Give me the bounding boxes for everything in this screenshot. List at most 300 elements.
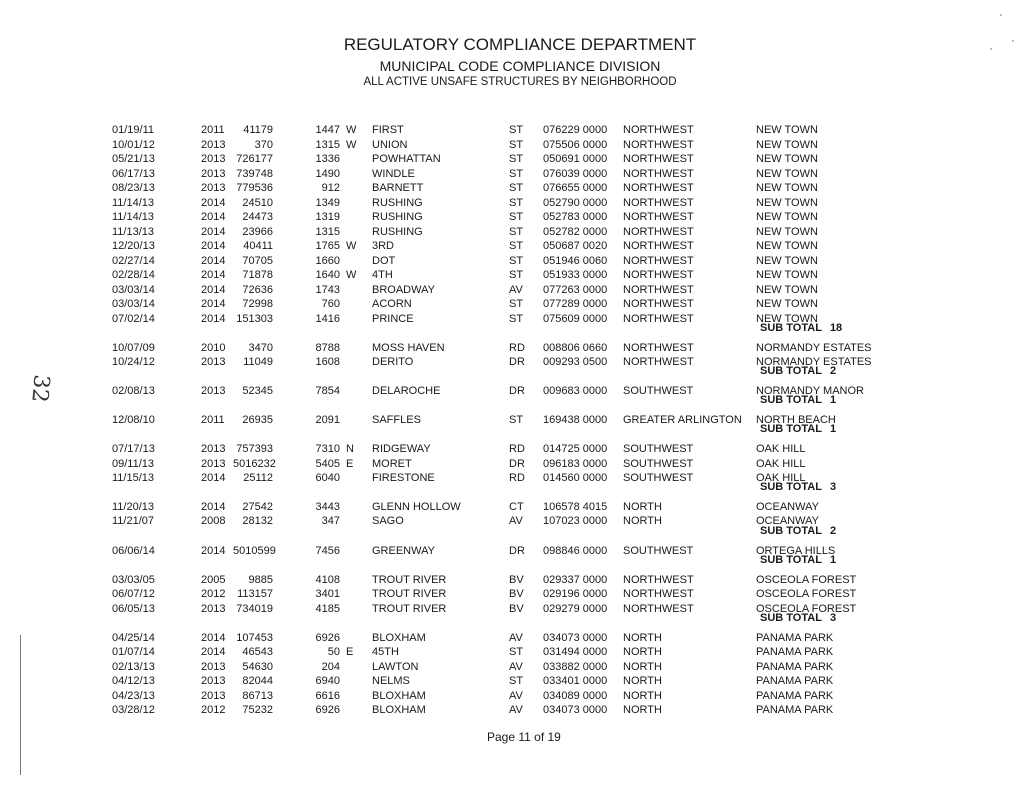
- re-number: 076039 0000: [543, 168, 608, 180]
- subtotal-value: 18: [829, 322, 843, 334]
- re-number: 050691 0000: [543, 153, 608, 165]
- street-name: 45TH: [372, 646, 399, 658]
- re-number: 096183 0000: [543, 458, 608, 470]
- neighborhood: PANAMA PARK: [756, 704, 834, 716]
- case-date: 02/13/13: [112, 661, 155, 673]
- case-date: 11/20/13: [112, 501, 155, 513]
- street-direction: W: [346, 124, 357, 136]
- re-number: 034089 0000: [543, 690, 608, 702]
- neighborhood: NORMANDY ESTATES: [756, 342, 872, 354]
- case-date: 04/25/14: [112, 632, 155, 644]
- table-row: [0, 674, 1024, 688]
- planning-area: NORTHWEST: [623, 124, 694, 136]
- street-suffix: ST: [509, 211, 524, 223]
- street-name: FIRST: [372, 124, 404, 136]
- subtotal-label: SUB TOTAL: [760, 525, 822, 537]
- case-date: 10/24/12: [112, 356, 155, 368]
- neighborhood: NEW TOWN: [756, 153, 818, 165]
- case-year: 2014: [201, 632, 226, 644]
- re-number: 106578 4015: [543, 501, 608, 513]
- street-name: RUSHING: [372, 226, 423, 238]
- case-number: 23966: [242, 226, 273, 238]
- re-number: 052790 0000: [543, 197, 608, 209]
- case-year: 2012: [201, 704, 226, 716]
- case-number: 54630: [242, 661, 273, 673]
- street-number: 1765: [315, 240, 340, 252]
- subtotal-line: [760, 321, 842, 335]
- case-date: 07/17/13: [112, 443, 155, 455]
- subtotal-value: 2: [829, 365, 837, 377]
- street-number: 3443: [315, 501, 340, 513]
- re-number: 034073 0000: [543, 704, 608, 716]
- street-suffix: AV: [509, 515, 523, 527]
- case-number: 9885: [248, 574, 273, 586]
- table-row: [0, 645, 1024, 659]
- case-year: 2013: [201, 690, 226, 702]
- case-year: 2014: [201, 284, 226, 296]
- re-number: 051933 0000: [543, 269, 608, 281]
- case-date: 02/27/14: [112, 255, 155, 267]
- planning-area: NORTHWEST: [623, 226, 694, 238]
- table-row: [0, 442, 1024, 456]
- street-number: 8788: [315, 342, 340, 354]
- subtotal-value: 3: [829, 481, 837, 493]
- street-suffix: ST: [509, 153, 524, 165]
- case-year: 2010: [201, 342, 226, 354]
- neighborhood: NEW TOWN: [756, 284, 818, 296]
- street-suffix: ST: [509, 269, 524, 281]
- table-row: [0, 312, 1024, 326]
- table-row: [0, 268, 1024, 282]
- case-number: 370: [254, 139, 273, 151]
- street-suffix: BV: [509, 574, 524, 586]
- case-year: 2013: [201, 168, 226, 180]
- case-number: 151303: [236, 313, 273, 325]
- subtotal-line: [760, 611, 836, 625]
- re-number: 034073 0000: [543, 632, 608, 644]
- case-number: 41179: [243, 124, 273, 136]
- case-year: 2012: [201, 588, 226, 600]
- case-year: 2013: [201, 661, 226, 673]
- street-name: BARNETT: [372, 182, 424, 194]
- street-direction: E: [346, 646, 354, 658]
- case-number: 72636: [242, 284, 273, 296]
- re-number: 075609 0000: [543, 313, 608, 325]
- case-number: 72998: [242, 298, 273, 310]
- case-year: 2008: [201, 515, 226, 527]
- neighborhood: OAK HILL: [756, 472, 806, 484]
- table-row: [0, 181, 1024, 195]
- case-year: 2011: [201, 124, 225, 136]
- table-row: [0, 384, 1024, 398]
- case-date: 01/07/14: [112, 646, 155, 658]
- street-name: DELAROCHE: [372, 385, 441, 397]
- street-number: 1319: [315, 211, 340, 223]
- subtotal-label: SUB TOTAL: [760, 394, 822, 406]
- case-year: 2014: [201, 269, 226, 281]
- neighborhood: NEW TOWN: [756, 124, 818, 136]
- neighborhood: NEW TOWN: [756, 211, 818, 223]
- case-date: 09/11/13: [112, 458, 155, 470]
- street-name: RUSHING: [372, 211, 423, 223]
- case-date: 07/02/14: [112, 313, 155, 325]
- street-name: FIRESTONE: [372, 472, 435, 484]
- case-year: 2013: [201, 443, 226, 455]
- table-row: [0, 152, 1024, 166]
- case-number: 71878: [242, 269, 273, 281]
- planning-area: NORTH: [623, 646, 662, 658]
- planning-area: NORTHWEST: [623, 588, 694, 600]
- street-name: ACORN: [372, 298, 412, 310]
- planning-area: NORTH: [623, 675, 662, 687]
- neighborhood: OSCEOLA FOREST: [756, 574, 857, 586]
- street-name: DOT: [372, 255, 396, 267]
- table-row: [0, 413, 1024, 427]
- planning-area: NORTH: [623, 515, 662, 527]
- table-row: [0, 500, 1024, 514]
- case-date: 06/06/14: [112, 545, 155, 557]
- street-name: 4TH: [372, 269, 393, 281]
- table-row: [0, 602, 1024, 616]
- case-number: 5016232: [233, 458, 276, 470]
- street-number: 1660: [315, 255, 340, 267]
- table-row: [0, 457, 1024, 471]
- street-suffix: BV: [509, 603, 524, 615]
- neighborhood: PANAMA PARK: [756, 661, 834, 673]
- case-number: 70705: [242, 255, 273, 267]
- street-number: 347: [321, 515, 340, 527]
- case-year: 2014: [201, 255, 226, 267]
- street-suffix: CT: [509, 501, 524, 513]
- subtotal-label: SUB TOTAL: [760, 423, 822, 435]
- case-date: 04/23/13: [112, 690, 155, 702]
- street-number: 912: [321, 182, 340, 194]
- planning-area: NORTHWEST: [623, 168, 694, 180]
- case-number: 52345: [242, 385, 273, 397]
- street-suffix: ST: [509, 675, 524, 687]
- re-number: 014725 0000: [543, 443, 608, 455]
- street-number: 1608: [315, 356, 340, 368]
- street-name: MOSS HAVEN: [372, 342, 445, 354]
- case-number: 28132: [242, 515, 273, 527]
- street-name: BLOXHAM: [372, 690, 426, 702]
- street-name: RIDGEWAY: [372, 443, 431, 455]
- case-date: 11/14/13: [112, 211, 155, 223]
- case-date: 06/07/12: [112, 588, 155, 600]
- re-number: 029196 0000: [543, 588, 608, 600]
- re-number: 050687 0020: [543, 240, 608, 252]
- street-number: 2091: [315, 414, 340, 426]
- neighborhood: NEW TOWN: [756, 182, 818, 194]
- page-number: Page 11 of 19: [487, 730, 561, 744]
- table-row: [0, 123, 1024, 137]
- table-row: [0, 210, 1024, 224]
- street-direction: W: [346, 269, 357, 281]
- street-suffix: DR: [509, 545, 525, 557]
- street-name: LAWTON: [372, 661, 419, 673]
- table-row: [0, 544, 1024, 558]
- case-number: 726177: [236, 153, 273, 165]
- planning-area: SOUTHWEST: [623, 545, 694, 557]
- street-number: 6926: [315, 632, 340, 644]
- case-date: 03/03/14: [112, 284, 155, 296]
- re-number: 052782 0000: [543, 226, 608, 238]
- table-row: [0, 167, 1024, 181]
- case-year: 2013: [201, 153, 226, 165]
- neighborhood: OAK HILL: [756, 443, 806, 455]
- subtotal-line: [760, 393, 836, 407]
- street-suffix: RD: [509, 443, 525, 455]
- case-number: 27542: [242, 501, 273, 513]
- neighborhood: OAK HILL: [756, 458, 806, 470]
- case-date: 06/17/13: [112, 168, 155, 180]
- subtotal-line: [760, 364, 836, 378]
- street-suffix: ST: [509, 124, 524, 136]
- street-suffix: ST: [509, 226, 524, 238]
- street-name: 3RD: [372, 240, 395, 252]
- neighborhood: PANAMA PARK: [756, 632, 834, 644]
- street-direction: W: [346, 139, 357, 151]
- planning-area: SOUTHWEST: [623, 472, 694, 484]
- case-date: 05/21/13: [112, 153, 155, 165]
- street-name: MORET: [372, 458, 412, 470]
- subtotal-value: 1: [829, 554, 837, 566]
- street-direction: N: [346, 443, 354, 455]
- street-suffix: ST: [509, 414, 524, 426]
- case-year: 2013: [201, 385, 226, 397]
- street-suffix: ST: [509, 139, 524, 151]
- case-number: 40411: [243, 240, 273, 252]
- street-number: 1447: [315, 124, 340, 136]
- neighborhood: OCEANWAY: [756, 501, 819, 513]
- re-number: 033882 0000: [543, 661, 608, 673]
- street-suffix: ST: [509, 646, 524, 658]
- re-number: 009293 0500: [543, 356, 608, 368]
- street-name: GLENN HOLLOW: [372, 501, 461, 513]
- case-number: 25112: [243, 472, 273, 484]
- street-name: WINDLE: [372, 168, 415, 180]
- case-date: 11/21/07: [112, 515, 155, 527]
- case-year: 2014: [201, 313, 226, 325]
- street-suffix: ST: [509, 168, 524, 180]
- case-number: 107453: [236, 632, 273, 644]
- table-row: [0, 225, 1024, 239]
- street-number: 1416: [315, 313, 340, 325]
- case-number: 75232: [242, 704, 273, 716]
- case-year: 2014: [201, 211, 226, 223]
- neighborhood: NEW TOWN: [756, 313, 818, 325]
- case-number: 739748: [236, 168, 273, 180]
- re-number: 075506 0000: [543, 139, 608, 151]
- subtotal-label: SUB TOTAL: [760, 365, 822, 377]
- case-date: 03/28/12: [112, 704, 155, 716]
- neighborhood: OSCEOLA FOREST: [756, 588, 857, 600]
- street-suffix: AV: [509, 704, 523, 716]
- case-number: 113157: [237, 588, 273, 600]
- table-row: [0, 573, 1024, 587]
- case-date: 04/12/13: [112, 675, 155, 687]
- re-number: 008806 0660: [543, 342, 608, 354]
- case-number: 24510: [242, 197, 273, 209]
- scan-speck: [990, 48, 992, 50]
- case-year: 2013: [201, 675, 226, 687]
- case-year: 2014: [201, 197, 226, 209]
- subtotal-label: SUB TOTAL: [760, 612, 822, 624]
- neighborhood: NEW TOWN: [756, 197, 818, 209]
- planning-area: NORTHWEST: [623, 298, 694, 310]
- street-suffix: ST: [509, 313, 524, 325]
- report-subtitle: MUNICIPAL CODE COMPLIANCE DIVISION: [379, 58, 661, 74]
- case-year: 2013: [201, 356, 226, 368]
- neighborhood: NEW TOWN: [756, 226, 818, 238]
- re-number: 077289 0000: [543, 298, 608, 310]
- neighborhood: NEW TOWN: [756, 298, 818, 310]
- case-year: 2014: [201, 472, 226, 484]
- case-number: 5010599: [233, 545, 276, 557]
- street-suffix: DR: [509, 385, 525, 397]
- case-number: 734019: [236, 603, 273, 615]
- handwritten-margin-note: 32: [26, 373, 54, 404]
- neighborhood: NEW TOWN: [756, 168, 818, 180]
- case-year: 2014: [201, 226, 226, 238]
- planning-area: NORTHWEST: [623, 269, 694, 281]
- street-number: 4185: [315, 603, 340, 615]
- case-date: 12/08/10: [112, 414, 155, 426]
- case-date: 12/20/13: [112, 240, 155, 252]
- street-number: 6926: [315, 704, 340, 716]
- re-number: 077263 0000: [543, 284, 608, 296]
- case-number: 46543: [242, 646, 273, 658]
- street-suffix: RD: [509, 342, 525, 354]
- neighborhood: PANAMA PARK: [756, 690, 834, 702]
- case-year: 2014: [201, 240, 226, 252]
- planning-area: SOUTHWEST: [623, 385, 694, 397]
- re-number: 098846 0000: [543, 545, 608, 557]
- neighborhood: OCEANWAY: [756, 515, 819, 527]
- planning-area: NORTHWEST: [623, 197, 694, 209]
- planning-area: NORTHWEST: [623, 284, 694, 296]
- scan-speck: [1012, 40, 1014, 42]
- street-name: BROADWAY: [372, 284, 435, 296]
- case-date: 11/15/13: [112, 472, 155, 484]
- street-number: 1315: [315, 139, 340, 151]
- case-date: 02/08/13: [112, 385, 155, 397]
- street-number: 1490: [315, 168, 340, 180]
- table-row: [0, 254, 1024, 268]
- neighborhood: NEW TOWN: [756, 240, 818, 252]
- planning-area: NORTHWEST: [623, 182, 694, 194]
- neighborhood: NEW TOWN: [756, 269, 818, 281]
- street-number: 6040: [315, 472, 340, 484]
- street-number: 1640: [315, 269, 340, 281]
- case-date: 11/14/13: [112, 197, 155, 209]
- re-number: 014560 0000: [543, 472, 608, 484]
- street-name: TROUT RIVER: [372, 574, 447, 586]
- subtotal-line: [760, 553, 836, 567]
- street-name: BLOXHAM: [372, 704, 426, 716]
- case-year: 2014: [201, 501, 226, 513]
- planning-area: NORTHWEST: [623, 153, 694, 165]
- re-number: 029279 0000: [543, 603, 608, 615]
- street-number: 1743: [315, 284, 340, 296]
- table-row: [0, 703, 1024, 717]
- neighborhood: OSCEOLA FOREST: [756, 603, 857, 615]
- subtotal-line: [760, 480, 836, 494]
- planning-area: NORTHWEST: [623, 240, 694, 252]
- table-row: [0, 239, 1024, 253]
- case-year: 2005: [201, 574, 226, 586]
- subtotal-line: [760, 422, 836, 436]
- street-number: 7310: [315, 443, 340, 455]
- street-name: DERITO: [372, 356, 414, 368]
- street-suffix: ST: [509, 182, 524, 194]
- case-date: 11/13/13: [112, 226, 155, 238]
- case-date: 02/28/14: [112, 269, 155, 281]
- neighborhood: NORTH BEACH: [756, 414, 836, 426]
- re-number: 169438 0000: [543, 414, 608, 426]
- re-number: 076655 0000: [543, 182, 608, 194]
- planning-area: NORTHWEST: [623, 255, 694, 267]
- street-number: 50: [327, 646, 340, 658]
- street-suffix: BV: [509, 588, 524, 600]
- case-number: 779536: [236, 182, 273, 194]
- table-row: [0, 355, 1024, 369]
- planning-area: NORTH: [623, 661, 662, 673]
- street-suffix: DR: [509, 458, 525, 470]
- re-number: 107023 0000: [543, 515, 608, 527]
- street-direction: W: [346, 240, 357, 252]
- neighborhood: PANAMA PARK: [756, 646, 834, 658]
- report-title: REGULATORY COMPLIANCE DEPARTMENT: [343, 35, 697, 54]
- case-year: 2014: [201, 545, 226, 557]
- street-suffix: DR: [509, 356, 525, 368]
- subtotal-label: SUB TOTAL: [760, 554, 822, 566]
- case-year: 2013: [201, 603, 226, 615]
- planning-area: NORTH: [623, 632, 662, 644]
- street-number: 6940: [315, 675, 340, 687]
- case-year: 2011: [201, 414, 225, 426]
- planning-area: NORTHWEST: [623, 342, 694, 354]
- street-number: 760: [321, 298, 340, 310]
- planning-area: NORTHWEST: [623, 313, 694, 325]
- planning-area: NORTH: [623, 704, 662, 716]
- case-number: 757393: [236, 443, 273, 455]
- street-name: SAFFLES: [372, 414, 421, 426]
- subtotal-label: SUB TOTAL: [760, 322, 822, 334]
- street-name: SAGO: [372, 515, 404, 527]
- case-year: 2014: [201, 646, 226, 658]
- re-number: 052783 0000: [543, 211, 608, 223]
- street-suffix: ST: [509, 240, 524, 252]
- case-number: 24473: [242, 211, 273, 223]
- table-row: [0, 689, 1024, 703]
- report-name: ALL ACTIVE UNSAFE STRUCTURES BY NEIGHBORHOOD: [363, 76, 677, 88]
- street-suffix: RD: [509, 472, 525, 484]
- street-suffix: AV: [509, 284, 523, 296]
- street-suffix: ST: [509, 197, 524, 209]
- street-suffix: ST: [509, 255, 524, 267]
- neighborhood: ORTEGA HILLS: [756, 545, 836, 557]
- case-date: 08/23/13: [112, 182, 155, 194]
- street-number: 1315: [315, 226, 340, 238]
- street-number: 1349: [315, 197, 340, 209]
- table-row: [0, 660, 1024, 674]
- street-suffix: AV: [509, 632, 523, 644]
- planning-area: GREATER ARLINGTON: [623, 414, 742, 426]
- subtotal-value: 1: [829, 394, 837, 406]
- case-year: 2014: [201, 298, 226, 310]
- street-number: 7456: [315, 545, 340, 557]
